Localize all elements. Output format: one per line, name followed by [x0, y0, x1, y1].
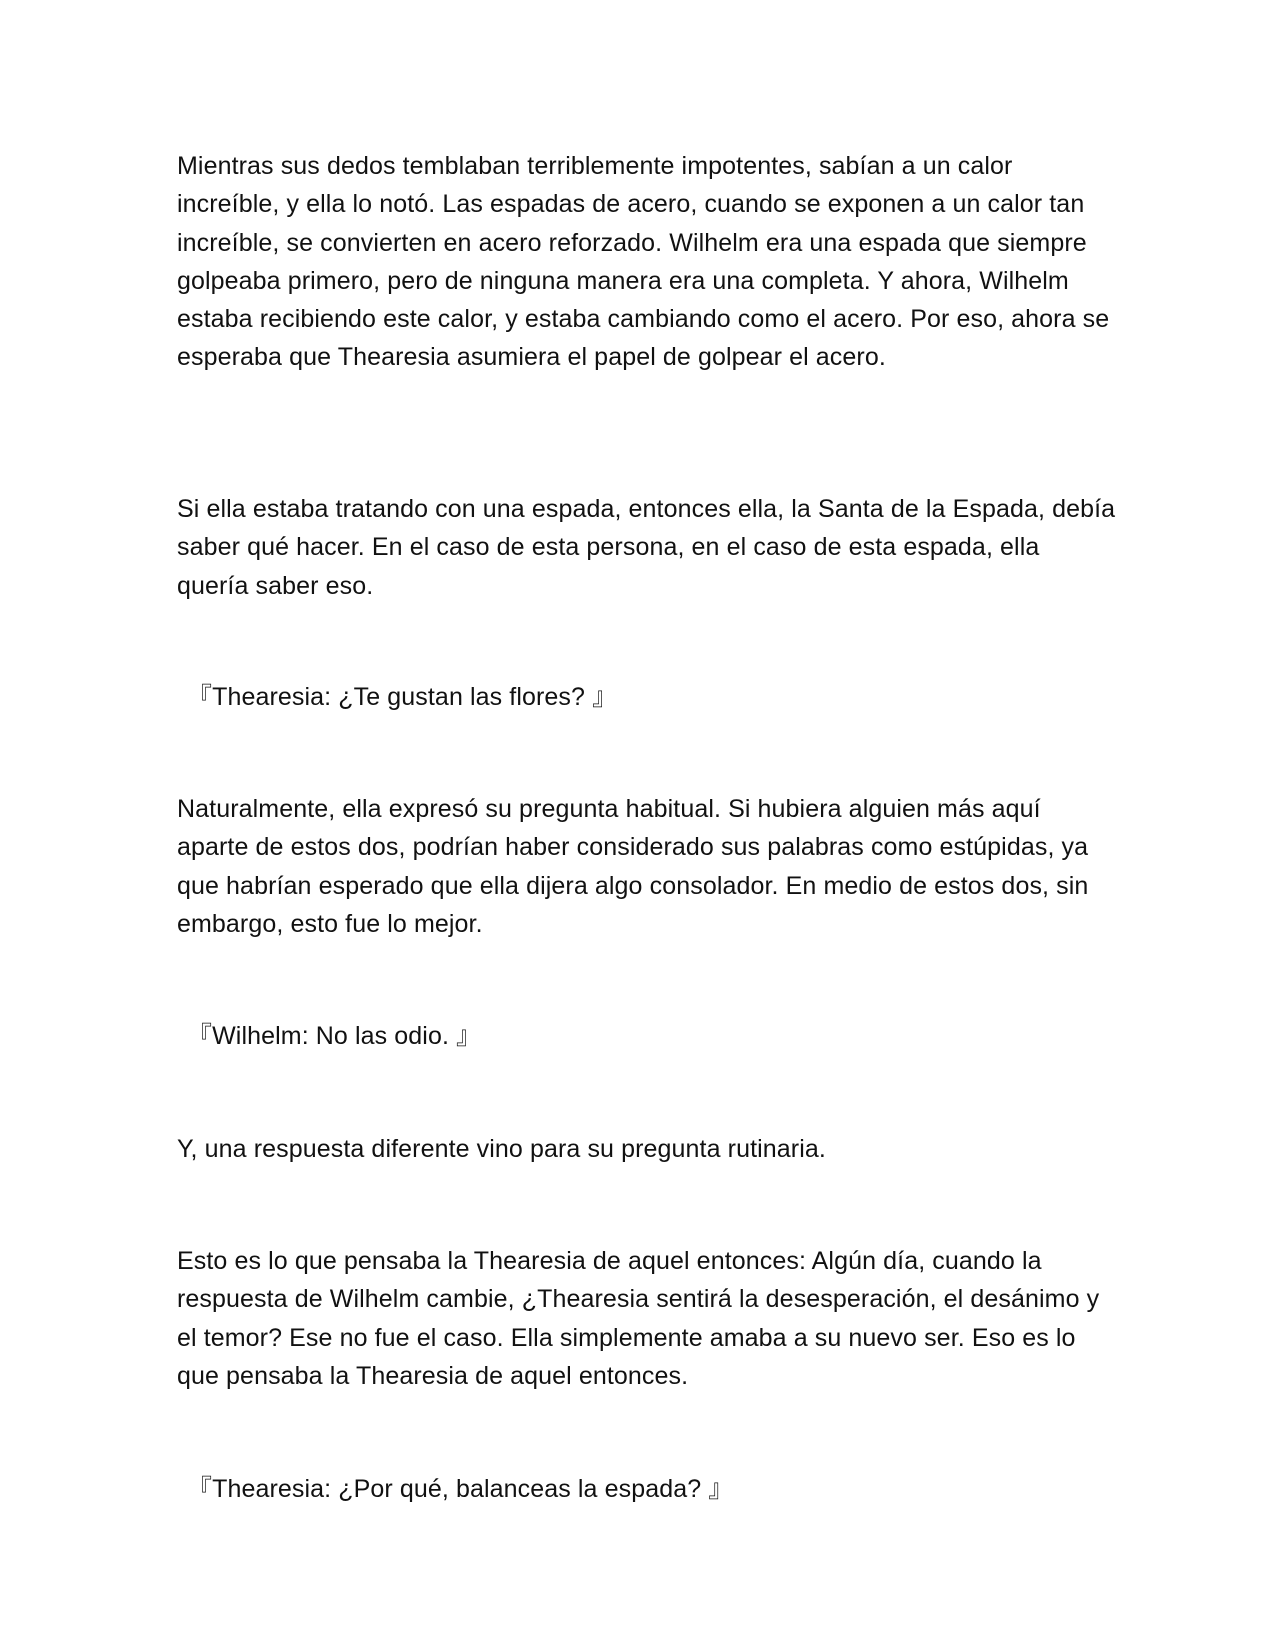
dialogue-thearesia-flowers: 『Thearesia: ¿Te gustan las flores? 』 [187, 683, 618, 711]
paragraph-thearesia-thoughts: Esto es lo que pensaba la Thearesia de aquel entonces: Algún día, cuando la respuesta de Wilhelm cambie, ¿Thearesia sentirá la desesperación, el desánimo y el temor? Ese no fue el caso. Ella simplemente amaba a su nuevo ser. Eso es lo que pensaba la Thearesia de aquel entonces. [177, 1247, 1100, 1390]
paragraph-heat-steel: Mientras sus dedos temblaban terriblemente impotentes, sabían a un calor increíble, y ella lo notó. Las espadas de acero, cuando se exponen a un calor tan increíble, se convierten en acero reforzado. Wilhelm era una espada que siempre golpeaba primero, pero de ninguna manera era una completa. Y ahora, Wilhelm estaba recibiendo este calor, y estaba cambiando como el acero. Por eso, ahora se esperaba que Thearesia asumiera el papel de golpear el acero. [177, 152, 1110, 372]
paragraph-sword-saint: Si ella estaba tratando con una espada, entonces ella, la Santa de la Espada, debía saber qué hacer. En el caso de esta persona, en el caso de esta espada, ella quería saber eso. [177, 495, 1116, 600]
dialogue-thearesia-why-sword: 『Thearesia: ¿Por qué, balanceas la espada? 』 [187, 1475, 734, 1503]
dialogue-wilhelm-answer: 『Wilhelm: No las odio. 』 [187, 1022, 482, 1050]
paragraph-usual-question: Naturalmente, ella expresó su pregunta habitual. Si hubiera alguien más aquí aparte de estos dos, podrían haber considerado sus palabras como estúpidas, ya que habrían esperado que ella dijera algo consolador. En medio de estos dos, sin embargo, esto fue lo mejor. [177, 795, 1089, 938]
paragraph-different-answer: Y, una respuesta diferente vino para su pregunta rutinaria. [177, 1135, 826, 1163]
